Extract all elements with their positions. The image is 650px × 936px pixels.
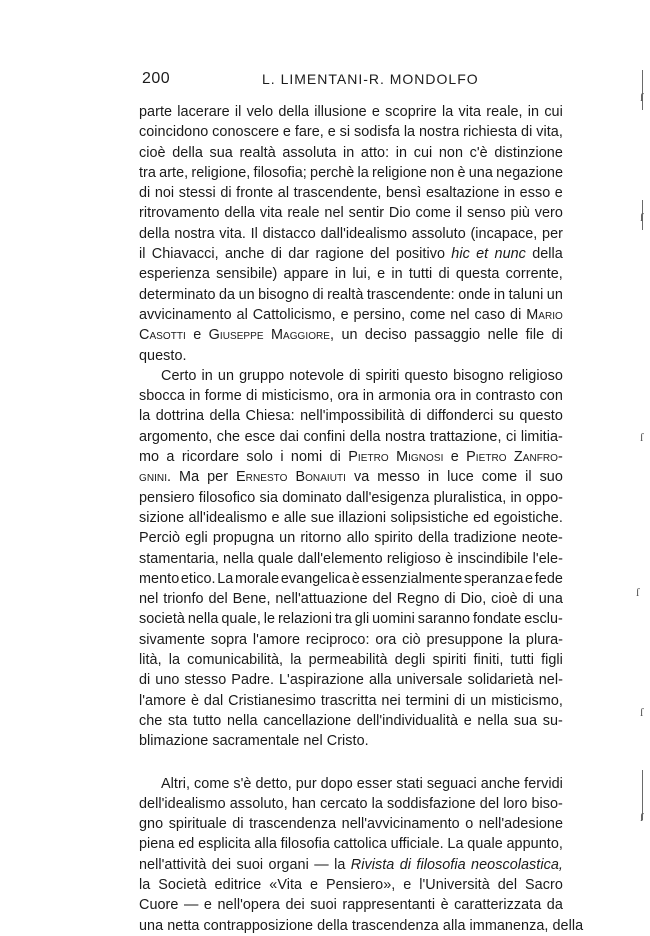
text-line: blimazione sacramentale nel Cristo. [139,733,369,750]
text-line: pensiero filosofico sia dominato dall'esigenza pluralistica, in oppo- [139,489,563,506]
text-line: parte lacerare il velo della illusione e scoprire la vita reale, in cui [139,104,563,120]
running-head: L. LIMENTANI-R. MONDOLFO [262,71,479,87]
text-line: Certo in un gruppo notevole di spiriti questo bisogno religioso [161,367,563,384]
paragraph-gap [139,752,563,774]
text-line: Casotti e Giuseppe Maggiore, un deciso passaggio nelle file di [139,327,563,344]
text-line: sizione all'idealismo e alle sue illazioni solipsistiche ed egoistiche. [139,509,563,526]
text-line: l'amore è dal Cristianesimo trascritta nei termini di un misticismo, [139,692,563,709]
text-line: stamentaria, nella quale dall'elemento religioso è inscindibile l'ele- [139,550,563,567]
text-line: nell'attività dei suoi organi — la Rivista di filosofia neoscolastica, [139,856,563,873]
text-line: gno spirituale di trascendenza nell'avvicinamento o nell'adesione [139,816,563,833]
margin-mark: ſ [640,210,644,224]
text-line: che sta tutto nella cancellazione dell'individualità e nella sua su- [139,712,563,729]
text-line: sivamente sopra l'amore reciproco: ora ciò presuppone la plura- [139,631,563,648]
margin-mark: ſ [640,705,644,719]
margin-mark: ſ [640,90,644,104]
text-line: gnini. Ma per Ernesto Bonaiuti va messo in luce come il suo [139,469,563,486]
text-line: esperienza sensibile) appare in lui, e in tutti di questa corrente, [139,266,563,283]
text-line: tra arte, religione, filosofia; perchè la religione non è una negazione [139,164,563,181]
text-line: Altri, come s'è detto, pur dopo esser stati seguaci anche fervidi [161,775,563,792]
text-line: una netta contrapposizione della trascendenza alla immanenza, della [139,917,584,934]
text-line: Cuore — e nell'opera dei suoi rappresentanti è caratterizzata da [139,897,563,914]
text-line: avvicinamento al Cattolicismo, e persino, come nel caso di Mario [139,306,563,323]
text-line: Perciò egli propugna un ritorno allo spirito della tradizione neote- [139,530,563,547]
page-number: 200 [142,70,171,87]
paragraph [139,774,584,936]
paragraph [139,102,563,366]
page-header [142,70,562,92]
text-line: coincidono conoscere e fare, e si sodisfa la nostra richiesta di vita, [139,124,563,141]
text-line: determinato da un bisogno di realtà trascendente: onde in taluni un [139,286,563,303]
text-line: la dottrina della Chiesa: nell'impossibilità di diffonderci su questo [139,408,563,425]
text-line: mo a ricordare solo i nomi di Pietro Mignosi e Pietro Zanfro- [139,449,563,466]
text-line: dell'idealismo assoluto, han cercato la soddisfazione del loro biso- [139,795,563,812]
text-line: della nostra vita. Il distacco dall'idealismo assoluto (incapace, per [139,225,563,242]
text-line: di noi stessi di fronte al trascendente, bensì esaltazione in esso e [139,185,563,202]
text-line: sbocca in forme di misticismo, ora in armonia ora in contrasto con [139,388,563,405]
text-line: cioè della sua realtà assoluta in atto: in cui non c'è distinzione [139,144,563,161]
text-line: la Società editrice «Vita e Pensiero», e l'Università del Sacro [139,876,563,893]
text-line: mento etico. La morale evangelica è essenzialmente speranza e fede [139,570,563,587]
text-line: argomento, che esce dai confini della nostra trattazione, ci limitia- [139,428,563,445]
text-line: lità, la comunicabilità, la permeabilità degli spiriti finiti, tutti figli [139,652,563,669]
body-text [139,102,584,936]
margin-mark: ſ [640,810,644,824]
text-line: il Chiavacci, anche di dar ragione del positivo hic et nunc della [139,246,563,263]
text-line: piena ed esplicita alla filosofia cattolica ufficiale. La quale appunto, [139,836,563,853]
text-line: società nella quale, le relazioni tra gli uomini saranno fondate esclu- [139,611,563,628]
text-line: nel trionfo del Bene, nell'attuazione del Regno di Dio, cioè di una [139,591,563,608]
text-line: questo. [139,347,187,364]
margin-mark: ſ [636,585,640,599]
text-line: ritrovamento della vita reale nel sentir Dio come il senso più vero [139,205,563,222]
margin-mark: ſ [640,430,644,444]
text-line: di uno stesso Padre. L'aspirazione alla universale solidarietà nel- [139,672,563,689]
paragraph [139,366,563,752]
